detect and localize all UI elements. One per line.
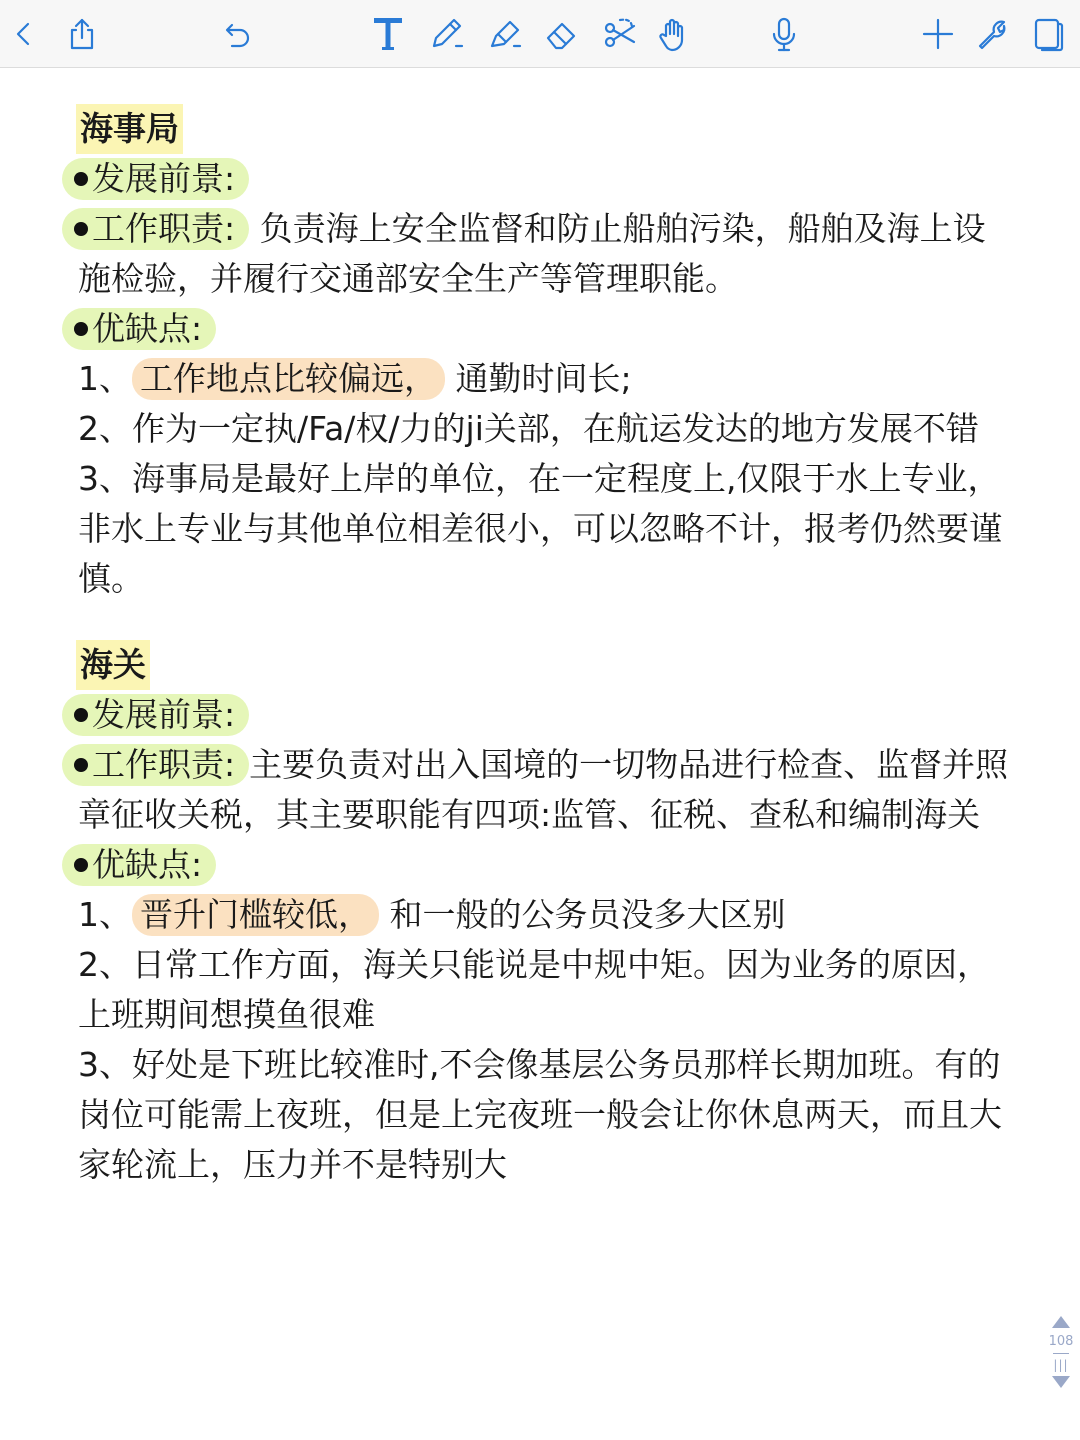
- prospect-label: [62, 158, 249, 200]
- undo-button[interactable]: [212, 10, 260, 58]
- prospect-label-text: 发展前景:: [92, 695, 236, 734]
- item-text: 2、日常工作方面，海关只能说是中规中矩。因为业务的原因，上班期间想摸鱼很难: [78, 945, 990, 1034]
- item-prefix: 1、: [78, 359, 132, 398]
- page-number: 108: [1048, 1334, 1074, 1349]
- duty-label-text: 工作职责:: [92, 209, 236, 248]
- hand-icon: [654, 14, 694, 54]
- hand-tool-button[interactable]: [650, 10, 698, 58]
- wrench-icon: [972, 14, 1012, 54]
- pros-cons-label: [62, 308, 216, 350]
- bullet-icon: [74, 758, 88, 772]
- highlighter-tool-button[interactable]: [480, 10, 528, 58]
- microphone-icon: [764, 14, 804, 54]
- scroller-divider: [1053, 1353, 1069, 1354]
- list-item: [78, 890, 1018, 940]
- pros-cons-label: [62, 844, 216, 886]
- duty-text: 负责海上安全监督和防止船舶污染，船舶及海上设施检验，并履行交通部安全生产等管理职能。: [78, 209, 986, 298]
- bullet-icon: [74, 172, 88, 186]
- undo-icon: [216, 14, 256, 54]
- share-icon: [62, 14, 102, 54]
- eraser-tool-button[interactable]: [538, 10, 586, 58]
- bullet-icon: [74, 708, 88, 722]
- text-icon: [368, 14, 408, 54]
- item-text: 2、作为一定执/Fa/权/力的ji关部，在航运发达的地方发展不错: [78, 409, 979, 448]
- bullet-icon: [74, 858, 88, 872]
- back-button[interactable]: [0, 10, 48, 58]
- list-item: [78, 1040, 1018, 1190]
- item-text: 3、好处是下班比较准时,不会像基层公务员那样长期加班。有的岗位可能需上夜班，但是上完夜班一般会让你休息两天，而且大家轮流上，压力并不是特别大: [78, 1045, 1002, 1184]
- toolbar: [0, 0, 1080, 68]
- pros-cons-label-text: 优缺点:: [92, 309, 203, 348]
- plus-icon: [918, 14, 958, 54]
- scroll-down-icon[interactable]: [1052, 1376, 1070, 1388]
- share-button[interactable]: [58, 10, 106, 58]
- duty-text: 主要负责对出入国境的一切物品进行检查、监督并照章征收关税，其主要职能有四项:监管、征税、查私和编制海关: [78, 745, 1009, 834]
- lasso-scissors-icon: [600, 14, 640, 54]
- note-content: [78, 104, 1018, 1190]
- item-prefix: 1、: [78, 895, 132, 934]
- section-maritime: [78, 104, 1018, 604]
- bullet-icon: [74, 222, 88, 236]
- add-button[interactable]: [914, 10, 962, 58]
- list-item: [78, 940, 1018, 1040]
- item-text: 和一般的公务员没多大区别: [379, 895, 786, 934]
- scroller-ticks: |||: [1053, 1358, 1069, 1372]
- pros-cons-label-text: 优缺点:: [92, 845, 203, 884]
- page-icon: [1028, 14, 1068, 54]
- settings-button[interactable]: [968, 10, 1016, 58]
- list-item: [78, 404, 1018, 454]
- highlighter-icon: [484, 14, 524, 54]
- prospect-label-text: 发展前景:: [92, 159, 236, 198]
- bullet-icon: [74, 322, 88, 336]
- text-tool-button[interactable]: [364, 10, 412, 58]
- pen-icon: [426, 14, 466, 54]
- list-item: [78, 354, 1018, 404]
- section-title: 海关: [76, 640, 150, 690]
- page-scroller[interactable]: [1046, 1310, 1076, 1420]
- page-view-button[interactable]: [1024, 10, 1072, 58]
- pen-tool-button[interactable]: [422, 10, 470, 58]
- prospect-label: [62, 694, 249, 736]
- microphone-button[interactable]: [760, 10, 808, 58]
- section-title: 海事局: [76, 104, 183, 154]
- duty-label-text: 工作职责:: [92, 745, 236, 784]
- duty-label: [62, 744, 249, 786]
- section-customs: [78, 640, 1018, 1190]
- chevron-left-icon: [4, 14, 44, 54]
- eraser-icon: [542, 14, 582, 54]
- item-text: 通勤时间长;: [445, 359, 632, 398]
- lasso-tool-button[interactable]: [596, 10, 644, 58]
- item-text: 3、海事局是最好上岸的单位，在一定程度上,仅限于水上专业，非水上专业与其他单位相差很小，可以忽略不计，报考仍然要谨慎。: [78, 459, 1002, 598]
- scroll-up-icon[interactable]: [1052, 1316, 1070, 1328]
- list-item: [78, 454, 1018, 604]
- item-highlight: 工作地点比较偏远，: [132, 358, 445, 400]
- duty-label: [62, 208, 249, 250]
- item-highlight: 晋升门槛较低，: [132, 894, 379, 936]
